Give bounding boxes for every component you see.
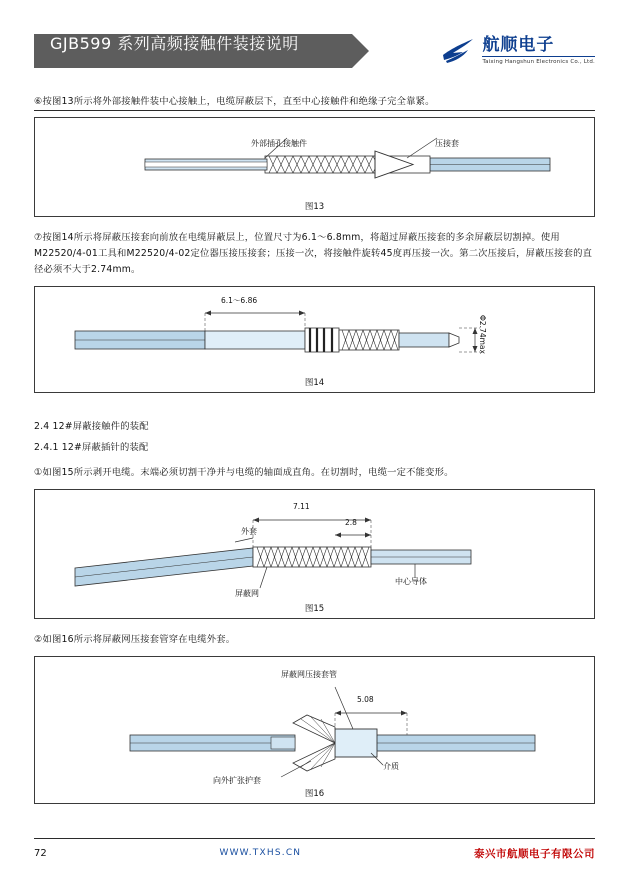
footer-url[interactable]: WWW.TXHS.CN: [219, 848, 302, 858]
figure-15-caption: 图15: [304, 604, 325, 614]
section-item1: [34, 465, 595, 619]
figure-15-label-0: 外套: [241, 527, 257, 536]
figure-15-drawing: [35, 490, 594, 618]
section-24-heading1: 2.4 12#屏蔽接触件的装配: [34, 421, 149, 432]
figure-16-dim-0: 5.08: [357, 695, 374, 704]
figure-13-caption: 图13: [304, 202, 325, 212]
figure-16-label-1: 向外扩张护套: [213, 776, 261, 785]
page-footer: [34, 843, 595, 863]
section-item7: [34, 230, 595, 393]
company-logo: [441, 26, 595, 76]
figure-16-label-0: 屏蔽网压接套管: [281, 670, 337, 679]
figure-16-label-2: 介质: [383, 762, 399, 771]
section-item2: [34, 632, 595, 804]
section-item2-text: ②如图16所示将屏蔽网压接套管穿在电缆外套。: [34, 634, 236, 645]
section-item1-text: ①如图15所示剥开电缆。末端必须切割干净并与电缆的轴面成直角。在切割时，电缆一定不能变形。: [34, 467, 454, 478]
logo-company-cn: 航顺电子: [482, 34, 555, 55]
footer-divider: [34, 838, 595, 839]
figure-14-caption: 图14: [304, 378, 325, 388]
figure-15-dim-0: 7.11: [293, 502, 310, 511]
figure-15-label-2: 中心导体: [395, 577, 427, 586]
section-item6: [34, 94, 595, 217]
section-item6-text: ⑥按图13所示将外部接触件装中心接触上，电缆屏蔽层下，直至中心接触件和绝缘子完全靠紧。: [34, 96, 435, 107]
footer-company-name: 泰兴市航顺电子有限公司: [473, 847, 595, 860]
figure-14-dim-1: Φ2.74max: [478, 315, 487, 354]
swallow-bird-logo-icon: [441, 36, 475, 66]
figure-13-label-0: 外部插孔接触件: [251, 139, 307, 148]
figure-16: [34, 656, 595, 804]
figure-13: [34, 117, 595, 217]
section-241-heading2: 2.4.1 12#屏蔽插针的装配: [34, 442, 149, 453]
section-item7-text: ⑦按图14所示将屏蔽压接套向前放在电缆屏蔽层上，位置尺寸为6.1～6.8mm，将超过屏蔽压接套的多余屏蔽层切割掉。使用M22520/4-01工具和M22520/4-02定位器压接压接套；压接一次，将接触件旋转45度再压接一次。第二次压接后，屏蔽压接套的直径必须不大于2.74mm。: [34, 232, 593, 275]
section-24: [34, 419, 595, 456]
page-header: [34, 26, 595, 88]
logo-text-block: [482, 36, 595, 67]
figure-14: [34, 286, 595, 393]
page-title: GJB599 系列高频接触件装接说明: [50, 34, 299, 53]
figure-15: [34, 489, 595, 619]
figure-15-label-1: 屏蔽网: [235, 589, 259, 598]
document-page: [0, 26, 629, 885]
page-number: 72: [34, 847, 47, 859]
figure-15-dim-1: 2.8: [345, 518, 357, 527]
figure-13-label-1: 压接套: [435, 139, 459, 148]
figure-14-dim-0: 6.1～6.86: [221, 296, 258, 305]
figure-16-caption: 图16: [304, 789, 325, 799]
logo-company-en: Taixing Hangshun Electronics Co., Ltd.: [482, 56, 595, 67]
